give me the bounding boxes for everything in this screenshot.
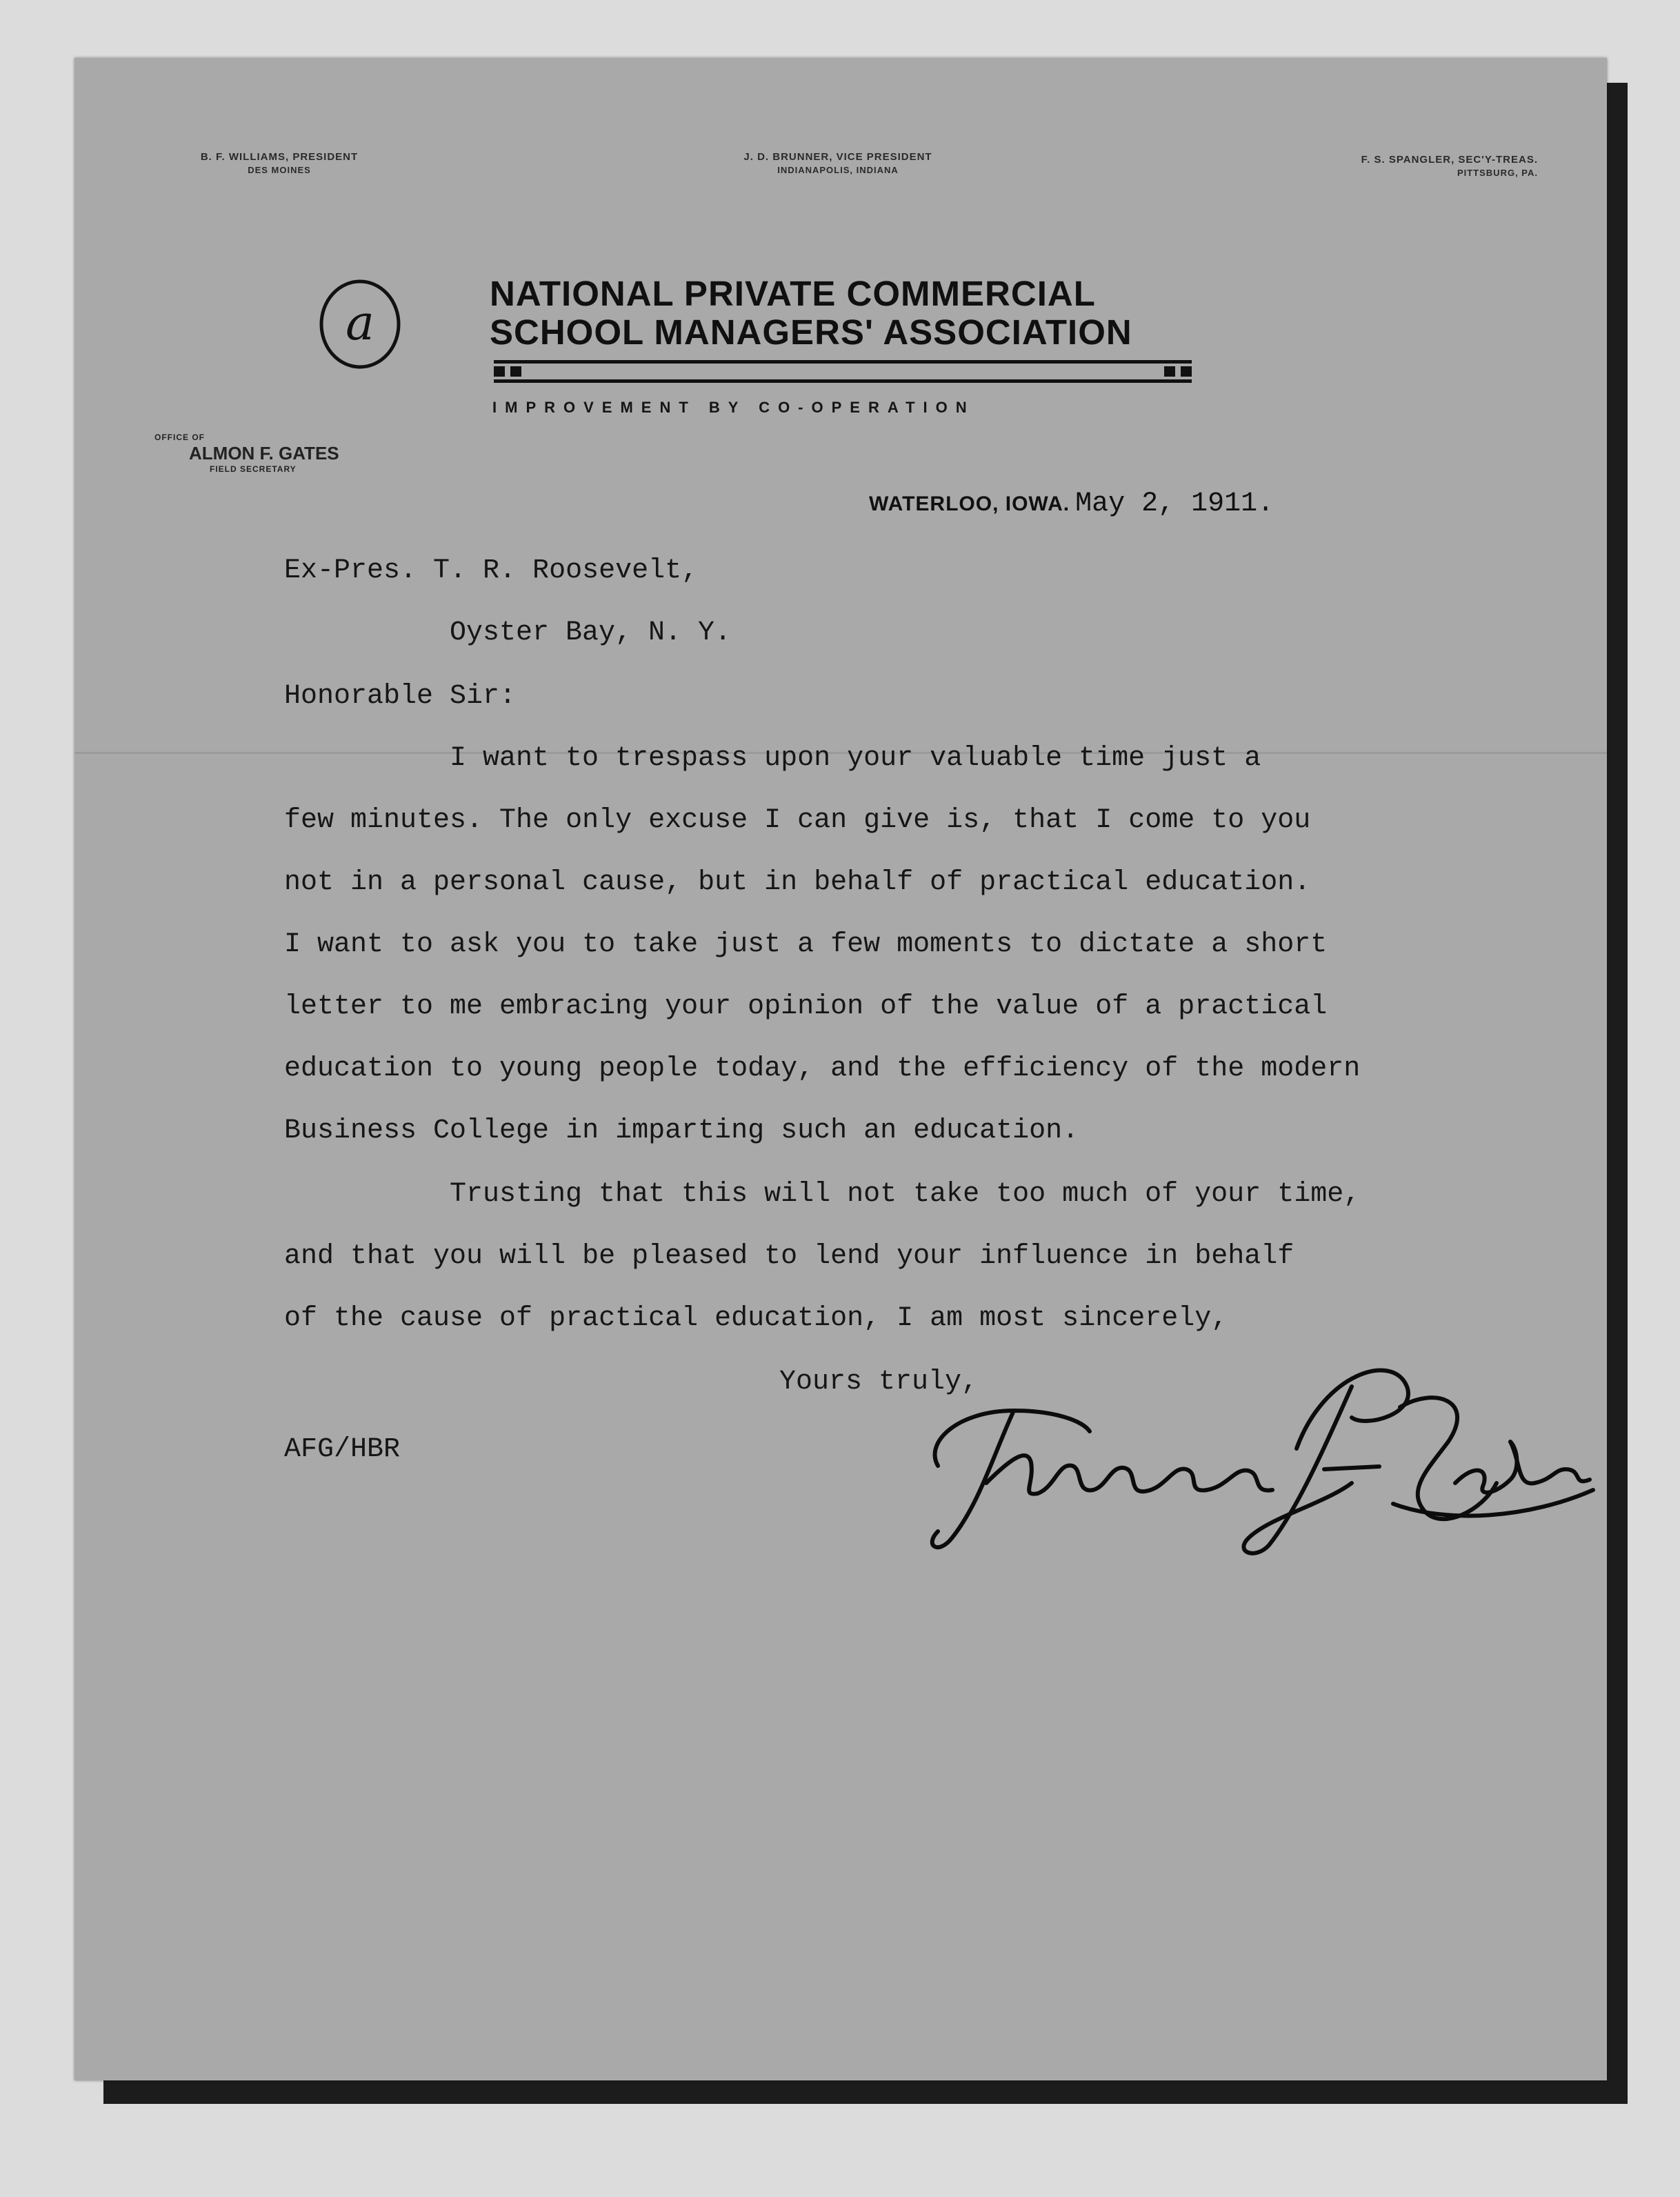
- body-line: letter to me embracing your opinion of the value of a practical: [284, 991, 1328, 1022]
- typist-initials: AFG/HBR: [284, 1434, 401, 1465]
- body-line: I want to trespass upon your valuable time just a: [450, 743, 1261, 774]
- organization-name: [490, 275, 1200, 352]
- handwritten-signature: [910, 1345, 1600, 1573]
- addressee-name: Ex-Pres. T. R. Roosevelt,: [284, 555, 699, 586]
- place-and-date: [869, 488, 1274, 519]
- letter-place: WATERLOO, IOWA.: [869, 493, 1070, 515]
- officer-secretary-treasurer: [1248, 153, 1538, 179]
- circled-annotation-mark: [316, 276, 404, 372]
- officer-president-city: DES MOINES: [248, 165, 311, 175]
- organization-motto: IMPROVEMENT BY CO-OPERATION: [492, 399, 975, 416]
- body-line: few minutes. The only excuse I can give is, that I come to you: [284, 805, 1311, 836]
- organization-name-line-2: SCHOOL MANAGERS' ASSOCIATION: [490, 312, 1132, 352]
- office-label: OFFICE OF: [154, 433, 205, 442]
- body-line: Trusting that this will not take too much of your time,: [450, 1179, 1361, 1210]
- body-line: I want to ask you to take just a few moments to dictate a short: [284, 929, 1328, 960]
- signature-drawing: [910, 1345, 1600, 1573]
- body-line: education to young people today, and the efficiency of the modern: [284, 1053, 1361, 1084]
- officer-president: [145, 150, 414, 177]
- organization-name-line-1: NATIONAL PRIVATE COMMERCIAL: [490, 274, 1096, 313]
- office-title: FIELD SECRETARY: [210, 464, 297, 474]
- officer-secretary-treasurer-name: F. S. SPANGLER, SEC'Y-TREAS.: [1361, 154, 1538, 166]
- letter-date: May 2, 1911.: [1075, 488, 1274, 519]
- complimentary-closing: Yours truly,: [779, 1366, 979, 1398]
- office-name: ALMON F. GATES: [189, 443, 339, 464]
- officer-president-name: B. F. WILLIAMS, PRESIDENT: [200, 151, 359, 163]
- officer-secretary-treasurer-city: PITTSBURG, PA.: [1457, 168, 1538, 178]
- salutation: Honorable Sir:: [284, 681, 517, 712]
- body-line: Business College in imparting such an education.: [284, 1115, 1079, 1146]
- circled-letter: a: [346, 295, 374, 351]
- officer-vice-president: [683, 150, 993, 177]
- addressee-city: Oyster Bay, N. Y.: [450, 617, 732, 648]
- body-line: and that you will be pleased to lend your influence in behalf: [284, 1241, 1294, 1272]
- officer-vice-president-name: J. D. BRUNNER, VICE PRESIDENT: [743, 151, 932, 163]
- office-block: [154, 432, 403, 475]
- officer-vice-president-city: INDIANAPOLIS, INDIANA: [777, 165, 899, 175]
- letterhead-rule: [494, 360, 1192, 384]
- body-line: not in a personal cause, but in behalf of practical education.: [284, 867, 1311, 898]
- body-line: of the cause of practical education, I am most sincerely,: [284, 1303, 1228, 1334]
